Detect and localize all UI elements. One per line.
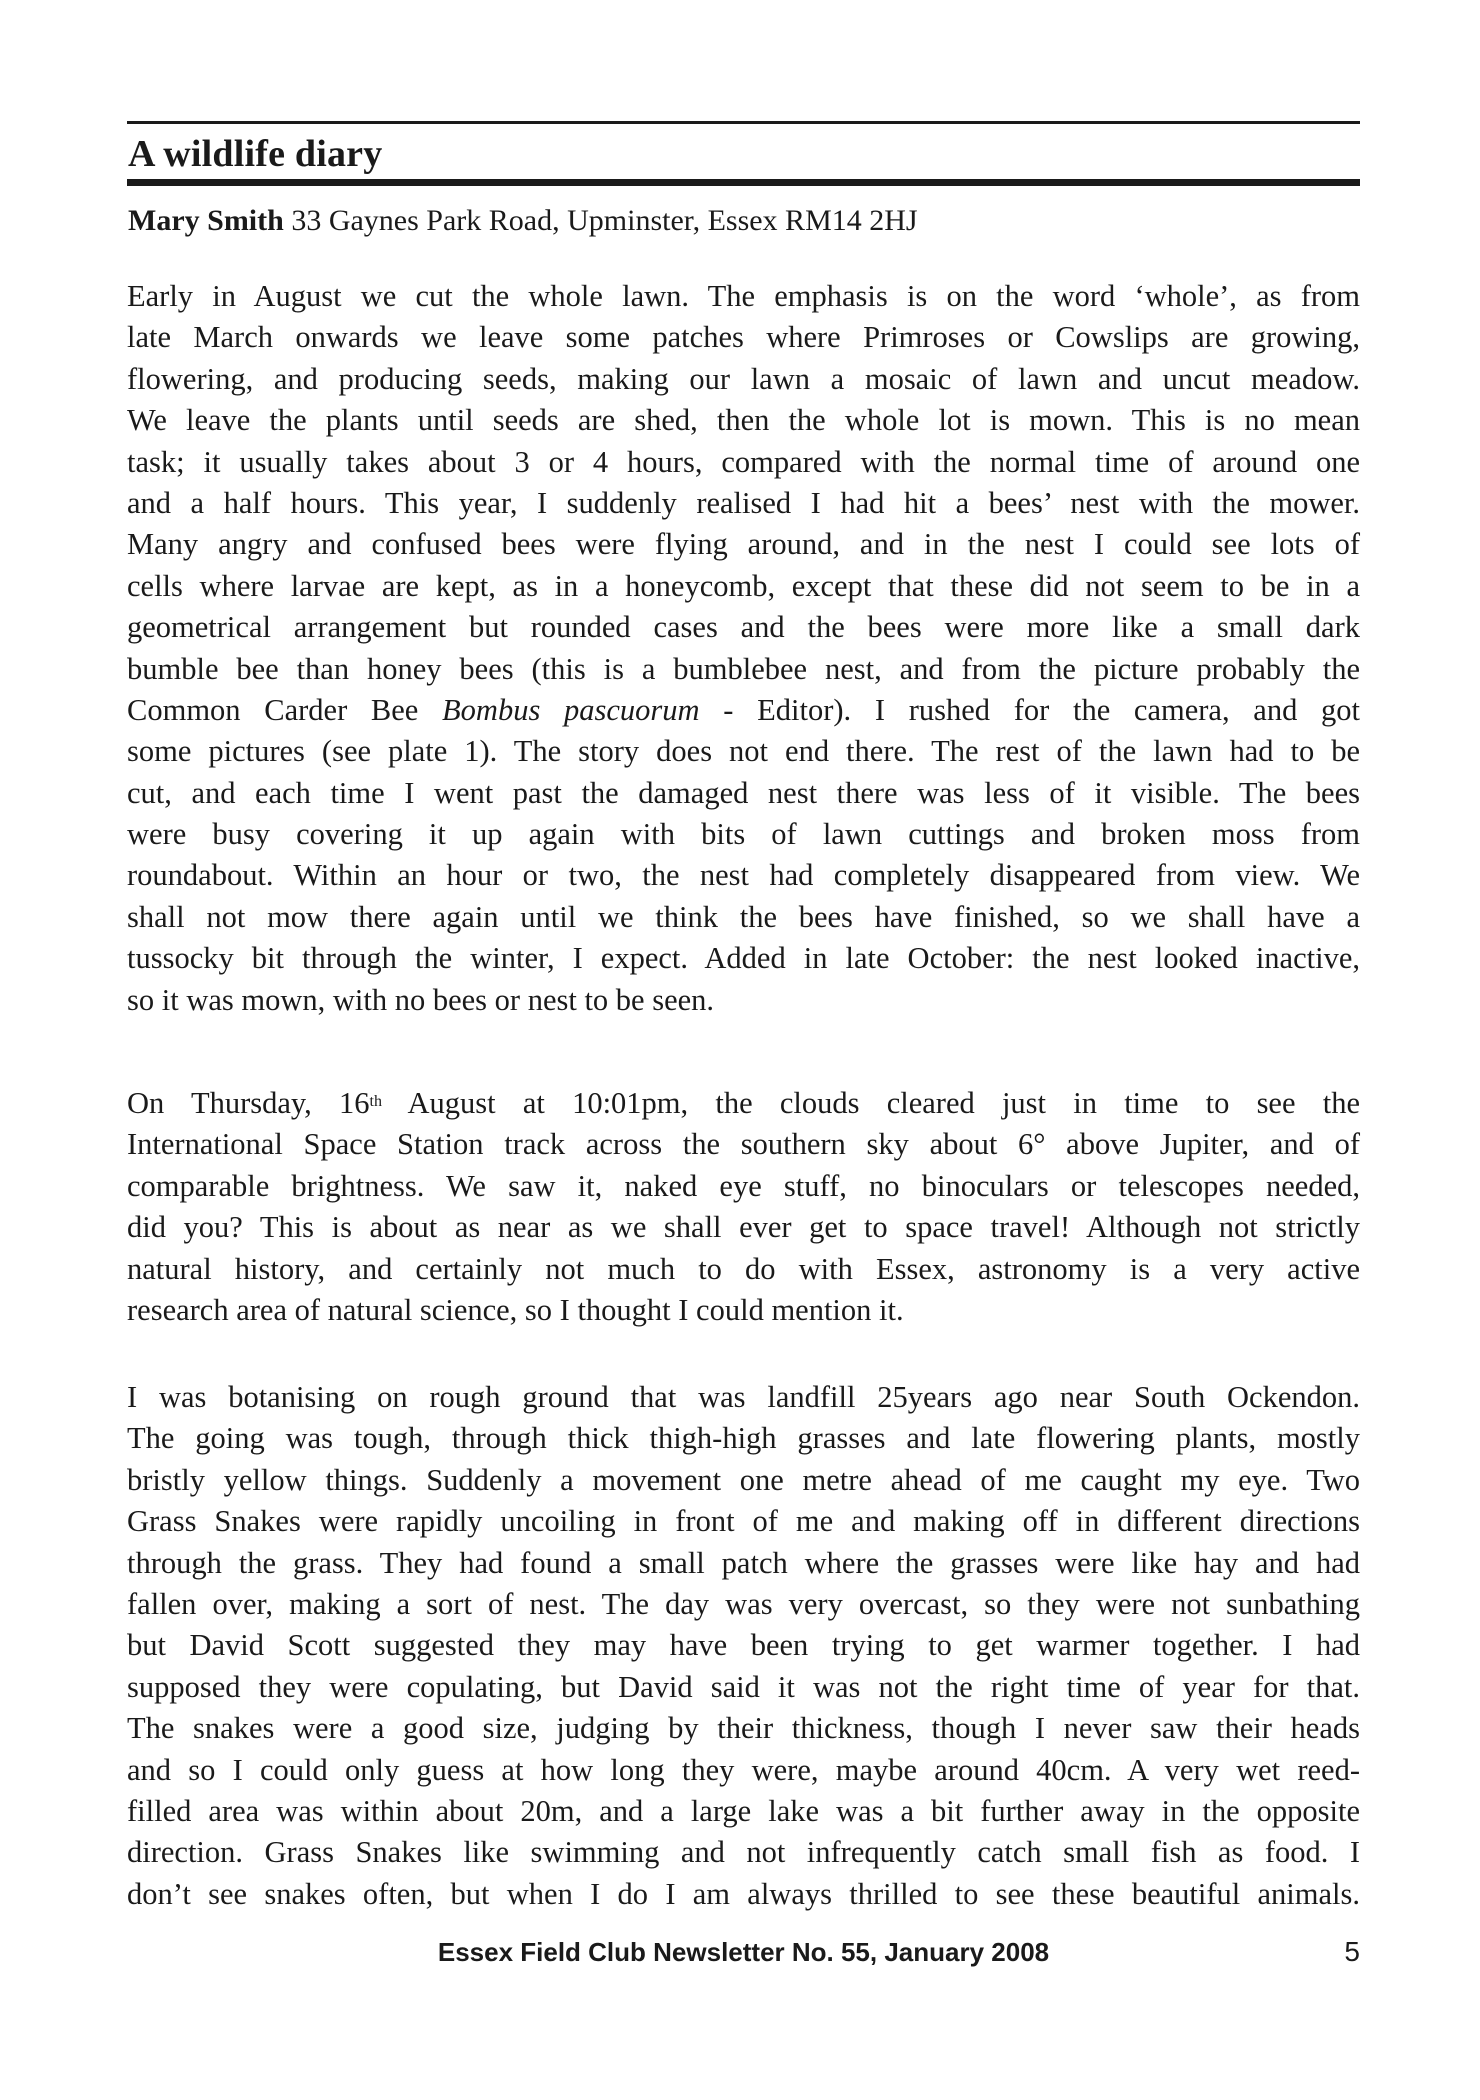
text-line: don’t see snakes often, but when I do I am always thrilled to see these beautiful animals. <box>127 1876 1360 1911</box>
page-number: 5 <box>1344 1936 1360 1967</box>
text-line: International Space Station track across the southern sky about 6° above Jupiter, and of <box>127 1127 1360 1162</box>
text-line: I was botanising on rough ground that was landfill 25years ago near South Ockendon. <box>127 1380 1360 1414</box>
text-line: bristly yellow things. Suddenly a movement one metre ahead of me caught my eye. Two <box>127 1462 1360 1497</box>
text-line: fallen over, making a sort of nest. The day was very overcast, so they were not sunbathing <box>127 1586 1360 1621</box>
text-line: tussocky bit through the winter, I expect. Added in late October: the nest looked inactive, <box>127 941 1360 976</box>
text-line: Early in August we cut the whole lawn. The emphasis is on the word ‘whole’, as from <box>127 279 1360 313</box>
text-line-with-species <box>127 690 1360 731</box>
line-start: Common Carder Bee <box>127 692 443 727</box>
text-line: so it was mown, with no bees or nest to be seen. <box>127 982 715 1017</box>
text-line: roundabout. Within an hour or two, the nest had completely disappeared from view. We <box>127 858 1360 893</box>
text-line: and a half hours. This year, I suddenly realised I had hit a bees’ nest with the mower. <box>127 485 1360 520</box>
author-name: Mary Smith <box>128 204 284 237</box>
text-line: Grass Snakes were rapidly uncoiling in front of me and making off in different directions <box>127 1504 1360 1539</box>
line-end: - Editor). I rushed for the camera, and got <box>699 692 1360 727</box>
species-name: Bombus pascuorum <box>442 692 700 727</box>
page-footer <box>127 1932 1360 1972</box>
line-start: On Thursday, 16 <box>127 1086 370 1120</box>
title-rule <box>127 179 1360 186</box>
text-line: research area of natural science, so I thought I could mention it. <box>127 1292 904 1327</box>
line-end: August at 10:01pm, the clouds cleared just in time to see the <box>381 1086 1360 1120</box>
text-line: filled area was within about 20m, and a large lake was a bit further away in the opposite <box>127 1793 1360 1828</box>
top-rule <box>127 121 1360 124</box>
text-line: task; it usually takes about 3 or 4 hours, compared with the normal time of around one <box>127 444 1360 479</box>
text-line: The snakes were a good size, judging by their thickness, though I never saw their heads <box>127 1711 1360 1746</box>
text-line: cells where larvae are kept, as in a honeycomb, except that these did not seem to be in a <box>127 568 1360 603</box>
ordinal-suffix: th <box>369 1093 382 1110</box>
text-line: direction. Grass Snakes like swimming and not infrequently catch small fish as food. I <box>127 1835 1360 1870</box>
author-address: 33 Gaynes Park Road, Upminster, Essex RM14 2HJ <box>291 204 918 237</box>
text-line: and so I could only guess at how long they were, maybe around 40cm. A very wet reed- <box>127 1752 1360 1787</box>
text-line: did you? This is about as near as we shall ever get to space travel! Although not strictly <box>127 1210 1360 1245</box>
text-line: The going was tough, through thick thigh-high grasses and late flowering plants, mostly <box>127 1421 1360 1456</box>
publication-title: Essex Field Club Newsletter No. 55, January 2008 <box>437 1937 1050 1967</box>
text-line: supposed they were copulating, but David said it was not the right time of year for that. <box>127 1669 1360 1704</box>
article-title: A wildlife diary <box>128 133 383 175</box>
text-line-with-date <box>127 1083 1360 1124</box>
text-line: We leave the plants until seeds are shed, then the whole lot is mown. This is no mean <box>127 403 1360 438</box>
byline <box>128 200 918 242</box>
text-line: comparable brightness. We saw it, naked eye stuff, no binoculars or telescopes needed, <box>127 1168 1360 1203</box>
paragraph-lawn-bees <box>127 276 1360 1021</box>
text-line: geometrical arrangement but rounded cases and the bees were more like a small dark <box>127 610 1360 645</box>
text-line: some pictures (see plate 1). The story does not end there. The rest of the lawn had to be <box>127 734 1360 769</box>
text-line: flowering, and producing seeds, making our lawn a mosaic of lawn and uncut meadow. <box>127 361 1360 396</box>
text-line: bumble bee than honey bees (this is a bumblebee nest, and from the picture probably the <box>127 651 1360 686</box>
text-line: natural history, and certainly not much to do with Essex, astronomy is a very active <box>127 1251 1360 1286</box>
text-line: cut, and each time I went past the damaged nest there was less of it visible. The bees <box>127 775 1360 810</box>
text-line: Many angry and confused bees were flying around, and in the nest I could see lots of <box>127 527 1360 562</box>
text-line: were busy covering it up again with bits of lawn cuttings and broken moss from <box>127 817 1360 852</box>
paragraph-space-station <box>127 1083 1360 1331</box>
newsletter-page <box>127 0 1360 2100</box>
text-line: late March onwards we leave some patches where Primroses or Cowslips are growing, <box>127 320 1360 355</box>
paragraph-grass-snakes <box>127 1377 1360 1915</box>
text-line: but David Scott suggested they may have been trying to get warmer together. I had <box>127 1628 1360 1663</box>
text-line: through the grass. They had found a small patch where the grasses were like hay and had <box>127 1545 1360 1580</box>
text-line: shall not mow there again until we think the bees have finished, so we shall have a <box>127 899 1360 934</box>
